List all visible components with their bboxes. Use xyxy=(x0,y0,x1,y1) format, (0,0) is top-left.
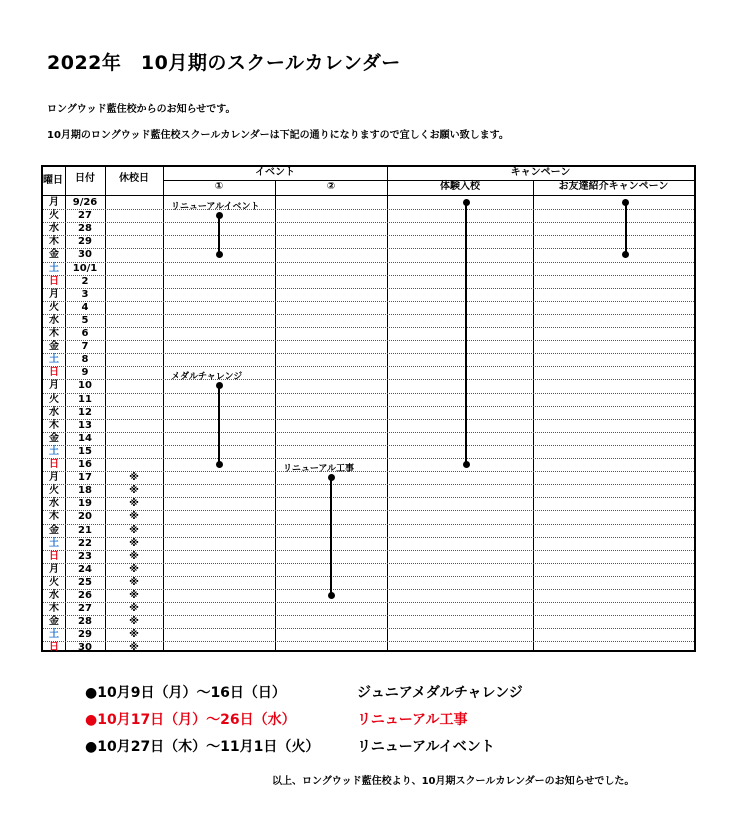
weekday-cell: 金 xyxy=(49,341,59,353)
legend-event-name: ジュニアメダルチャレンジ xyxy=(357,685,523,701)
date-cell: 23 xyxy=(78,550,92,562)
period-line xyxy=(218,216,220,255)
date-cell: 29 xyxy=(78,236,92,248)
closed-mark: ※ xyxy=(129,511,139,523)
header-event-1: ① xyxy=(214,181,224,192)
date-cell: 14 xyxy=(78,432,92,444)
date-cell: 7 xyxy=(81,341,89,353)
closed-mark: ※ xyxy=(129,590,139,601)
header-event-2: ② xyxy=(326,181,336,192)
row-divider xyxy=(43,248,694,249)
date-cell: 25 xyxy=(78,576,92,588)
legend-dates: ●10月27日（木）～11月1日（火） xyxy=(85,739,320,755)
weekday-cell: 水 xyxy=(49,223,59,235)
header-date: 日付 xyxy=(75,173,95,184)
legend-event-name: リニューアル工事 xyxy=(357,712,468,728)
closed-mark: ※ xyxy=(129,472,139,484)
row-divider xyxy=(43,419,694,420)
weekday-cell: 火 xyxy=(49,576,59,588)
period-line xyxy=(330,478,332,596)
period-end-dot xyxy=(216,251,223,258)
period-end-dot xyxy=(216,461,223,468)
period-start-dot xyxy=(328,474,335,481)
row-divider xyxy=(43,275,694,276)
closed-mark: ※ xyxy=(129,537,139,549)
event-label: メダルチャレンジ xyxy=(171,371,243,382)
period-start-dot xyxy=(216,212,223,219)
weekday-cell: 水 xyxy=(49,314,59,326)
date-cell: 3 xyxy=(81,288,89,300)
header-campaign-group: キャンペーン xyxy=(510,167,571,178)
period-end-dot xyxy=(328,592,335,599)
header-divider xyxy=(163,180,694,181)
date-cell: 30 xyxy=(78,249,92,261)
weekday-cell: 月 xyxy=(49,288,59,300)
weekday-cell: 日 xyxy=(49,459,59,470)
period-start-dot xyxy=(463,199,470,206)
event-label: リニューアルイベント xyxy=(171,201,260,212)
date-cell: 22 xyxy=(78,537,92,549)
date-cell: 9/26 xyxy=(72,197,98,208)
row-divider xyxy=(43,445,694,446)
closed-mark: ※ xyxy=(129,550,139,562)
legend-item xyxy=(85,709,468,729)
date-cell: 13 xyxy=(78,419,92,431)
row-divider xyxy=(43,340,694,341)
date-cell: 8 xyxy=(81,354,89,366)
weekday-cell: 土 xyxy=(49,629,59,641)
weekday-cell: 金 xyxy=(49,524,59,536)
closed-mark: ※ xyxy=(129,485,139,497)
date-cell: 11 xyxy=(78,393,92,405)
row-divider xyxy=(43,366,694,367)
weekday-cell: 木 xyxy=(49,328,59,339)
closed-mark: ※ xyxy=(129,498,139,510)
date-cell: 17 xyxy=(78,472,92,484)
header-campaign-trial: 体験入校 xyxy=(440,181,480,192)
date-cell: 10/1 xyxy=(72,262,98,274)
header-dow: 曜日 xyxy=(43,175,63,186)
weekday-cell: 月 xyxy=(49,563,59,575)
weekday-cell: 火 xyxy=(49,485,59,497)
period-end-dot xyxy=(622,251,629,258)
column-divider xyxy=(533,180,534,650)
date-cell: 20 xyxy=(78,511,92,523)
date-cell: 2 xyxy=(81,275,89,287)
date-cell: 30 xyxy=(78,642,92,654)
legend-item xyxy=(85,736,495,756)
header-closed: 休校日 xyxy=(119,173,149,184)
legend-event-name: リニューアルイベント xyxy=(357,739,495,755)
weekday-cell: 水 xyxy=(49,406,59,418)
header-campaign-referral: お友達紹介キャンペーン xyxy=(558,181,669,192)
period-start-dot xyxy=(622,199,629,206)
weekday-cell: 月 xyxy=(49,472,59,484)
closed-mark: ※ xyxy=(129,576,139,588)
row-divider xyxy=(43,262,694,263)
weekday-cell: 月 xyxy=(49,197,59,208)
weekday-cell: 土 xyxy=(49,445,59,457)
date-cell: 4 xyxy=(81,301,89,313)
row-divider xyxy=(43,327,694,328)
date-cell: 12 xyxy=(78,406,92,418)
row-divider xyxy=(43,353,694,354)
school-calendar-table xyxy=(41,165,696,652)
closed-mark: ※ xyxy=(129,524,139,536)
date-cell: 18 xyxy=(78,485,92,497)
intro-text-detail: 10月期のロングウッド藍住校スクールカレンダーは下記の通りになりますので宜しくお願い致します。 xyxy=(47,130,509,141)
legend-item xyxy=(85,682,523,702)
weekday-cell: 木 xyxy=(49,603,59,615)
row-divider xyxy=(43,288,694,289)
date-cell: 21 xyxy=(78,524,92,536)
weekday-cell: 日 xyxy=(49,550,59,562)
weekday-cell: 火 xyxy=(49,393,59,405)
weekday-cell: 火 xyxy=(49,301,59,313)
page-title: 2022年 10月期のスクールカレンダー xyxy=(47,52,401,74)
row-divider xyxy=(43,379,694,380)
weekday-cell: 月 xyxy=(49,380,59,392)
date-cell: 28 xyxy=(78,616,92,628)
event-label: リニューアル工事 xyxy=(283,463,355,474)
date-cell: 27 xyxy=(78,603,92,615)
column-divider xyxy=(163,167,164,650)
period-end-dot xyxy=(463,461,470,468)
weekday-cell: 水 xyxy=(49,590,59,601)
period-start-dot xyxy=(216,382,223,389)
period-line xyxy=(625,203,627,255)
date-cell: 16 xyxy=(78,459,92,470)
weekday-cell: 日 xyxy=(49,367,59,379)
date-cell: 5 xyxy=(81,314,89,326)
row-divider xyxy=(43,432,694,433)
date-cell: 24 xyxy=(78,563,92,575)
weekday-cell: 水 xyxy=(49,498,59,510)
weekday-cell: 日 xyxy=(49,275,59,287)
row-divider xyxy=(43,301,694,302)
legend-dates: ●10月17日（月）～26日（水） xyxy=(85,712,296,728)
closing-text: 以上、ロングウッド藍住校より、10月期スクールカレンダーのお知らせでした。 xyxy=(272,776,635,787)
date-cell: 28 xyxy=(78,223,92,235)
weekday-cell: 金 xyxy=(49,432,59,444)
legend-dates: ●10月9日（月）～16日（日） xyxy=(85,685,286,701)
closed-mark: ※ xyxy=(129,629,139,641)
date-cell: 6 xyxy=(81,328,89,339)
header-event-group: イベント xyxy=(255,167,295,178)
date-cell: 15 xyxy=(78,445,92,457)
weekday-cell: 火 xyxy=(49,210,59,222)
weekday-cell: 土 xyxy=(49,262,59,274)
closed-mark: ※ xyxy=(129,603,139,615)
date-cell: 27 xyxy=(78,210,92,222)
date-cell: 26 xyxy=(78,590,92,601)
row-divider xyxy=(43,222,694,223)
row-divider xyxy=(43,458,694,459)
row-divider xyxy=(43,209,694,210)
weekday-cell: 木 xyxy=(49,511,59,523)
column-divider xyxy=(275,180,276,650)
header-bottom-line xyxy=(43,195,694,196)
date-cell: 10 xyxy=(78,380,92,392)
weekday-cell: 土 xyxy=(49,537,59,549)
row-divider xyxy=(43,393,694,394)
date-cell: 29 xyxy=(78,629,92,641)
date-cell: 9 xyxy=(81,367,89,379)
period-line xyxy=(465,203,467,465)
row-divider xyxy=(43,406,694,407)
weekday-cell: 金 xyxy=(49,616,59,628)
column-divider xyxy=(387,167,388,650)
weekday-cell: 日 xyxy=(49,642,59,654)
weekday-cell: 木 xyxy=(49,419,59,431)
intro-text: ロングウッド藍住校からのお知らせです。 xyxy=(47,104,236,115)
weekday-cell: 土 xyxy=(49,354,59,366)
period-line xyxy=(218,386,220,465)
weekday-cell: 木 xyxy=(49,236,59,248)
row-divider xyxy=(43,235,694,236)
date-cell: 19 xyxy=(78,498,92,510)
closed-mark: ※ xyxy=(129,642,139,654)
row-divider xyxy=(43,314,694,315)
closed-mark: ※ xyxy=(129,616,139,628)
closed-mark: ※ xyxy=(129,563,139,575)
weekday-cell: 金 xyxy=(49,249,59,261)
